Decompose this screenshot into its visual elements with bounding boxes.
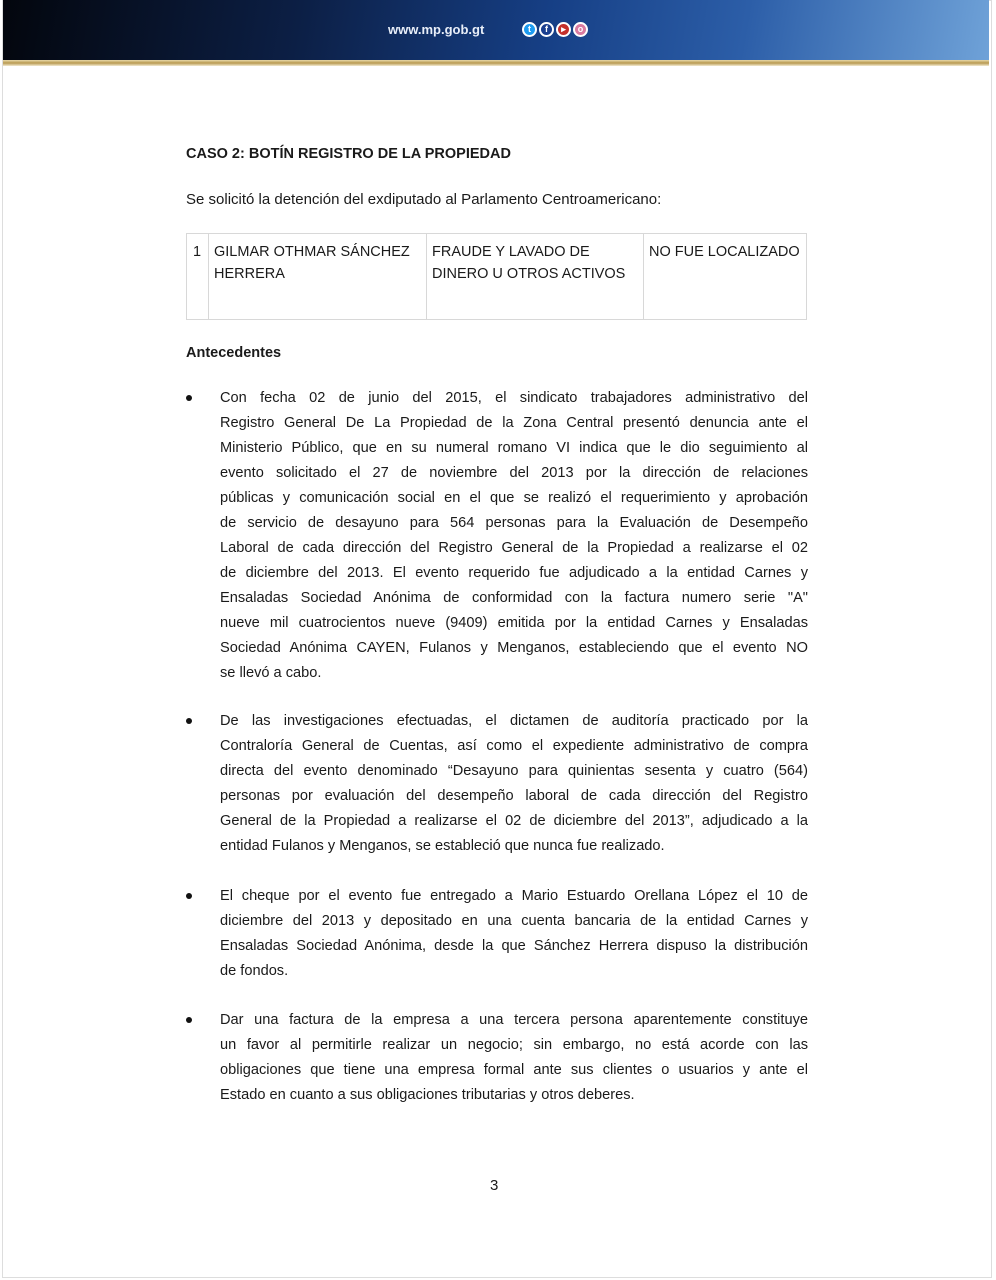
paragraph-line: General de la Propiedad a realizarse el 02 de diciembre del 2013”, adjudicado a la: [220, 813, 808, 829]
website-url: www.mp.gob.gt: [388, 22, 485, 37]
bullet-paragraph: [186, 709, 808, 859]
paragraph-line: diciembre del 2013 y depositado en una cuenta bancaria de la entidad Carnes y: [220, 913, 808, 929]
paragraph-line: entidad Fulanos y Menganos, se estableció que nunca fue realizado.: [220, 838, 665, 854]
bullet-icon: [186, 1017, 192, 1023]
row-number: 1: [187, 234, 209, 320]
facebook-icon: f: [539, 22, 554, 37]
paragraph-line: un favor al permitirle realizar un negocio; sin embargo, no está acorde con las: [220, 1037, 808, 1053]
bullet-paragraph: [186, 1008, 808, 1108]
intro-text: Se solicitó la detención del exdiputado al Parlamento Centroamericano:: [186, 191, 662, 208]
paragraph-line: de servicio de desayuno para 564 personas para la Evaluación de Desempeño: [220, 515, 808, 531]
paragraph-line: públicas y comunicación social en el que se realizó el requerimiento y aprobación: [220, 490, 808, 506]
header-banner: [3, 0, 989, 60]
paragraph-line: de diciembre del 2013. El evento requerido fue adjudicado a la entidad Carnes y: [220, 565, 808, 581]
table-row: [187, 234, 807, 320]
paragraph-line: Sociedad Anónima CAYEN, Fulanos y Menganos, estableciendo que el evento NO: [220, 640, 808, 656]
bullet-icon: [186, 718, 192, 724]
paragraph-line: de fondos.: [220, 963, 289, 979]
crime: FRAUDE Y LAVADO DE DINERO U OTROS ACTIVOS: [427, 234, 644, 320]
paragraph-line: Registro General De La Propiedad de la Zona Central presentó denuncia ante el: [220, 415, 808, 431]
paragraph-line: se llevó a cabo.: [220, 665, 322, 681]
paragraph-line: obligaciones que tiene una empresa formal ante sus clientes o usuarios y ante el: [220, 1062, 808, 1078]
case-title: CASO 2: BOTÍN REGISTRO DE LA PROPIEDAD: [186, 146, 511, 162]
bullet-paragraph: [186, 386, 808, 686]
detention-table: [186, 233, 807, 320]
paragraph-line: Laboral de cada dirección del Registro General de la Propiedad a realizarse el 02: [220, 540, 808, 556]
paragraph-line: directa del evento denominado “Desayuno para quinientas sesenta y cuatro (564): [220, 763, 808, 779]
bullet-icon: [186, 893, 192, 899]
paragraph-line: Contraloría General de Cuentas, así como el expediente administrativo de compra: [220, 738, 808, 754]
paragraph-line: nueve mil cuatrocientos nueve (9409) emitida por la entidad Carnes y Ensaladas: [220, 615, 808, 631]
paragraph-line: Estado en cuanto a sus obligaciones tributarias y otros deberes.: [220, 1087, 635, 1103]
status: NO FUE LOCALIZADO: [644, 234, 807, 320]
paragraph-line: Dar una factura de la empresa a una tercera persona aparentemente constituye: [220, 1012, 808, 1028]
header-gold-rule: [3, 60, 989, 66]
paragraph-line: Ensaladas Sociedad Anónima de conformidad con la factura numero serie "A": [220, 590, 808, 606]
youtube-icon: ▸: [556, 22, 571, 37]
paragraph-line: Con fecha 02 de junio del 2015, el sindicato trabajadores administrativo del: [220, 390, 808, 406]
paragraph-line: El cheque por el evento fue entregado a Mario Estuardo Orellana López el 10 de: [220, 888, 808, 904]
paragraph-line: De las investigaciones efectuadas, el dictamen de auditoría practicado por la: [220, 713, 808, 729]
paragraph-line: personas por evaluación del desempeño laboral de cada dirección del Registro: [220, 788, 808, 804]
section-heading: Antecedentes: [186, 345, 282, 361]
bullet-paragraph: [186, 884, 808, 984]
twitter-icon: t: [522, 22, 537, 37]
paragraph-line: Ministerio Público, que en su numeral romano VI indica que le dio seguimiento al: [220, 440, 808, 456]
paragraph-line: evento solicitado el 27 de noviembre del 2013 por la dirección de relaciones: [220, 465, 808, 481]
page-number: 3: [490, 1177, 499, 1194]
person-name: GILMAR OTHMAR SÁNCHEZ HERRERA: [209, 234, 427, 320]
paragraph-line: Ensaladas Sociedad Anónima, desde la que Sánchez Herrera dispuso la distribución: [220, 938, 808, 954]
bullet-icon: [186, 395, 192, 401]
instagram-icon: o: [573, 22, 588, 37]
